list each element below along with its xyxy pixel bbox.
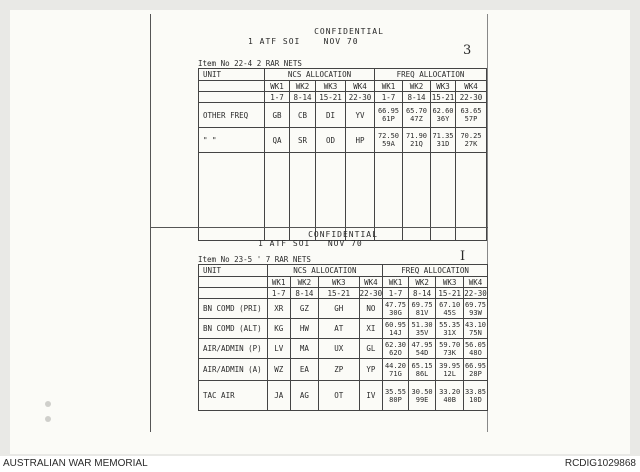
freq-cell: 71.90 21Q bbox=[403, 128, 431, 153]
ncs-cell: UX bbox=[319, 339, 360, 359]
freq-cell: 71.35 31D bbox=[431, 128, 456, 153]
ncs-header: NCS ALLOCATION bbox=[267, 265, 383, 277]
week-header: WK2 bbox=[290, 81, 316, 92]
ncs-cell: AT bbox=[319, 319, 360, 339]
unit-cell: BN COMD (ALT) bbox=[199, 319, 268, 339]
unit-header: UNIT bbox=[199, 265, 268, 277]
ncs-cell: XI bbox=[359, 319, 383, 339]
week-header: WK1 bbox=[267, 277, 290, 288]
ncs-cell: LV bbox=[267, 339, 290, 359]
range-header: 22-30 bbox=[456, 92, 487, 103]
freq-cell: 62.30 62O bbox=[383, 339, 409, 359]
range-header: 22-30 bbox=[464, 288, 487, 298]
week-header: WK4 bbox=[456, 81, 487, 92]
classification: CONFIDENTIAL bbox=[308, 230, 378, 239]
range-header: 15-21 bbox=[431, 92, 455, 102]
soi-ref: 1 ATF SOI bbox=[258, 239, 311, 248]
range-header: 15-21 bbox=[436, 288, 464, 299]
week-header: WK3 bbox=[431, 81, 456, 92]
freq-cell: 70.25 27K bbox=[456, 128, 487, 153]
footer-source: AUSTRALIAN WAR MEMORIAL bbox=[3, 458, 148, 469]
soi-date: NOV 70 bbox=[323, 37, 359, 46]
freq-cell: 72.50 59A bbox=[375, 128, 403, 153]
freq-cell: 30.50 99E bbox=[408, 381, 436, 411]
freq-cell: 44.20 71G bbox=[383, 359, 409, 381]
week-header: WK4 bbox=[359, 277, 383, 288]
classification: CONFIDENTIAL bbox=[314, 27, 384, 36]
freq-cell: 66.95 61P bbox=[375, 103, 403, 128]
ncs-cell: MA bbox=[290, 339, 318, 359]
week-header: WK3 bbox=[319, 277, 360, 288]
ncs-cell: YP bbox=[359, 359, 383, 381]
freq-cell: 67.10 45S bbox=[436, 299, 464, 319]
freq-cell: 69.75 93W bbox=[464, 300, 487, 317]
freq-cell: 55.35 31X bbox=[436, 319, 464, 339]
freq-cell: 65.15 86L bbox=[408, 359, 436, 381]
ncs-cell: HW bbox=[290, 319, 318, 339]
week-header: WK1 bbox=[383, 277, 409, 288]
soi-ref: 1 ATF SOI bbox=[248, 37, 301, 46]
table-row bbox=[199, 359, 488, 381]
unit-header: UNIT bbox=[199, 69, 265, 81]
range-header: 1-7 bbox=[265, 92, 290, 103]
ncs-cell: ZP bbox=[319, 359, 360, 381]
ncs-cell: HP bbox=[346, 128, 375, 153]
week-header: WK3 bbox=[436, 277, 464, 288]
ncs-cell: GB bbox=[265, 103, 290, 128]
ncs-cell: XR bbox=[267, 299, 290, 319]
bottom-document bbox=[150, 227, 488, 432]
freq-cell: 69.75 81V bbox=[408, 299, 436, 319]
archive-footer bbox=[0, 456, 640, 472]
freq-cell: 47.95 54D bbox=[408, 339, 436, 359]
page-mark: I bbox=[460, 249, 466, 264]
freq-cell: 63.65 57P bbox=[456, 103, 487, 128]
week-header: WK1 bbox=[375, 81, 403, 92]
right-margin-line bbox=[487, 14, 488, 229]
ncs-cell: KG bbox=[267, 319, 290, 339]
ncs-header: NCS ALLOCATION bbox=[265, 69, 375, 81]
ncs-cell: JA bbox=[267, 381, 290, 411]
item-title: Item No 23-5 ' 7 RAR NETS bbox=[198, 255, 311, 264]
freq-cell: 60.95 14J bbox=[383, 319, 409, 339]
week-header: WK1 bbox=[265, 81, 290, 92]
range-header: 8-14 bbox=[408, 288, 436, 299]
ncs-cell: WZ bbox=[267, 359, 290, 381]
unit-cell: AIR/ADMIN (P) bbox=[199, 339, 268, 359]
freq-cell: 56.05 48O bbox=[464, 340, 487, 357]
ncs-cell: GH bbox=[319, 299, 360, 319]
range-header: 15-21 bbox=[319, 288, 360, 299]
ncs-cell: YV bbox=[346, 103, 375, 128]
unit-cell: " " bbox=[199, 128, 265, 153]
freq-cell: 65.70 47Z bbox=[403, 103, 431, 128]
range-header: 1-7 bbox=[383, 288, 409, 299]
week-header: WK4 bbox=[463, 277, 487, 288]
ncs-cell: EA bbox=[290, 359, 318, 381]
freq-cell: 66.95 28P bbox=[463, 359, 487, 381]
unit-cell: AIR/ADMIN (A) bbox=[199, 359, 268, 381]
ncs-cell: IV bbox=[359, 381, 383, 411]
unit-cell: TAC AIR bbox=[199, 381, 268, 411]
freq-cell: 62.60 36Y bbox=[431, 103, 456, 128]
range-header: 1-7 bbox=[267, 288, 290, 299]
top-document bbox=[150, 14, 488, 229]
range-header: 22-30 bbox=[359, 288, 383, 298]
freq-cell: 59.70 73K bbox=[436, 339, 464, 359]
ncs-cell: OT bbox=[319, 381, 360, 411]
freq-header: FREQ ALLOCATION bbox=[375, 69, 487, 81]
ncs-cell: DI bbox=[316, 103, 346, 128]
page-mark: 3 bbox=[463, 43, 472, 58]
freq-cell: 33.20 40B bbox=[436, 381, 464, 411]
punch-hole bbox=[45, 401, 51, 407]
range-header: 8-14 bbox=[403, 92, 431, 103]
ncs-cell: OD bbox=[316, 128, 346, 153]
week-header: WK2 bbox=[403, 81, 431, 92]
unit-cell: OTHER FREQ bbox=[199, 103, 265, 128]
range-header: 15-21 bbox=[316, 92, 346, 103]
punch-hole bbox=[45, 416, 51, 422]
table-row bbox=[199, 339, 488, 359]
freq-cell: 47.75 30G bbox=[383, 299, 409, 319]
week-header: WK2 bbox=[408, 277, 436, 288]
table-row bbox=[199, 128, 487, 153]
freq-cell: 33.85 10D bbox=[463, 381, 487, 411]
week-header: WK4 bbox=[346, 81, 375, 92]
freq-header: FREQ ALLOCATION bbox=[383, 265, 488, 277]
range-header: 8-14 bbox=[290, 92, 316, 103]
range-header: 22-30 bbox=[346, 92, 375, 103]
freq-cell: 35.55 80P bbox=[383, 381, 409, 411]
ncs-cell: SR bbox=[290, 128, 316, 153]
item-title: Item No 22-4 2 RAR NETS bbox=[198, 59, 302, 68]
table-row bbox=[199, 319, 488, 339]
table-row bbox=[199, 299, 488, 319]
allocation-table bbox=[198, 68, 487, 241]
allocation-table bbox=[198, 264, 488, 411]
ncs-cell: AG bbox=[290, 381, 318, 411]
footer-id: RCDIG1029868 bbox=[564, 458, 636, 469]
freq-cell: 51.30 35V bbox=[408, 319, 436, 339]
unit-cell: BN COMD (PRI) bbox=[199, 299, 268, 319]
freq-cell: 43.10 75N bbox=[464, 320, 487, 337]
soi-date: NOV 70 bbox=[327, 239, 363, 248]
table-row bbox=[199, 381, 488, 411]
left-margin-line bbox=[150, 14, 151, 229]
table-row bbox=[199, 103, 487, 128]
left-margin-line bbox=[150, 227, 151, 432]
ncs-cell: GZ bbox=[290, 299, 318, 319]
ncs-cell: QA bbox=[265, 128, 290, 153]
freq-cell: 39.95 12L bbox=[436, 359, 464, 381]
ncs-cell: GL bbox=[359, 339, 383, 359]
range-header: 8-14 bbox=[290, 288, 318, 299]
ncs-cell: NO bbox=[359, 299, 383, 319]
divider bbox=[150, 227, 488, 228]
week-header: WK2 bbox=[290, 277, 318, 288]
ncs-cell: CB bbox=[290, 103, 316, 128]
week-header: WK3 bbox=[316, 81, 346, 92]
range-header: 1-7 bbox=[375, 92, 403, 103]
